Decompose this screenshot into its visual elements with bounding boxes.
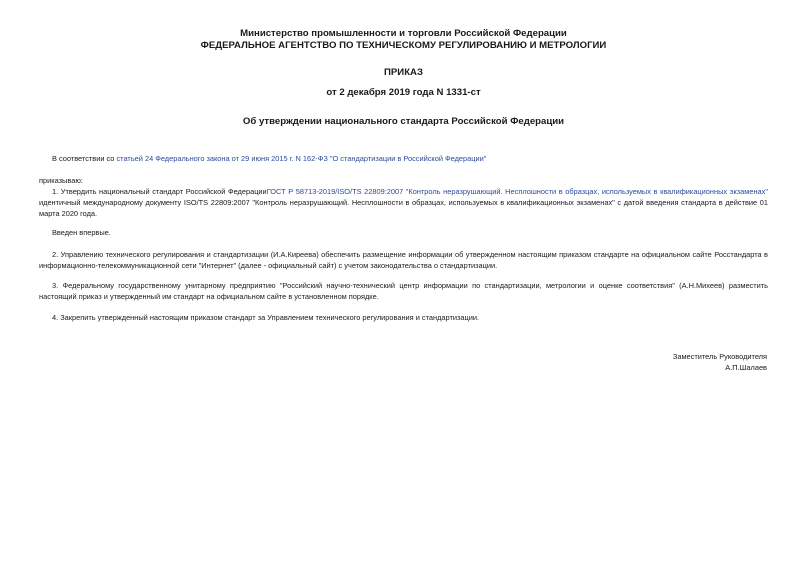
item-2: 2. Управлению технического регулирования и стандартизации (И.А.Киреева) обеспечить размещение информации об утвержденном настоящим приказом стандарте на официальном сайте Росстандарта в информационно-телекоммуникационной сети "Интернет" (далее - официальный сайт) с учетом законодательства о стандартизации.: [39, 250, 768, 270]
ministry-title: Министерство промышленности и торговли Российской Федерации: [240, 28, 567, 39]
item-1: [39, 187, 768, 219]
item-1-suffix: идентичный международному документу ISO/TS 22809:2007 "Контроль неразрушающий. Несплошности в образцах, используемых в квалификационных экзаменах" с датой введения стандарта в действие 01 марта 2020 года.: [39, 197, 768, 218]
gost-standard-link[interactable]: ГОСТ Р 58713-2019/ISO/TS 22809:2007 "Контроль неразрушающий. Несплошности в образцах, используемых в квалификационных экзаменах": [266, 187, 768, 196]
item-4: 4. Закрепить утвержденный настоящим приказом стандарт за Управлением технического регулирования и стандартизации.: [52, 313, 480, 322]
federal-law-link[interactable]: статьей 24 Федерального закона от 29 июня 2015 г. N 162-ФЗ "О стандартизации в Российской Федерации": [116, 154, 487, 163]
item-3: 3. Федеральному государственному унитарному предприятию "Российский научно-технический центр информации по стандартизации, метрологии и оценке соответствия" (А.Н.Михеев) разместить настоящий приказ и утвержденный им стандарт на официальном сайте в установленном порядке.: [39, 281, 768, 301]
first-time-note: Введен впервые.: [52, 228, 111, 237]
document-type: ПРИКАЗ: [384, 67, 423, 78]
document-date-number: от 2 декабря 2019 года N 1331-ст: [326, 87, 481, 98]
document-subject: Об утверждении национального стандарта Российской Федерации: [242, 116, 565, 127]
agency-title: ФЕДЕРАЛЬНОЕ АГЕНТСТВО ПО ТЕХНИЧЕСКОМУ РЕГУЛИРОВАНИЮ И МЕТРОЛОГИИ: [200, 40, 607, 51]
preamble-prefix: В соответствии со: [52, 154, 117, 163]
order-word: приказываю:: [39, 176, 83, 185]
signatory-title: Заместитель Руководителя: [672, 352, 767, 361]
preamble: [39, 154, 768, 165]
item-1-prefix: 1. Утвердить национальный стандарт Российской Федерации: [52, 187, 267, 196]
signatory-name: А.П.Шалаев: [725, 363, 767, 372]
